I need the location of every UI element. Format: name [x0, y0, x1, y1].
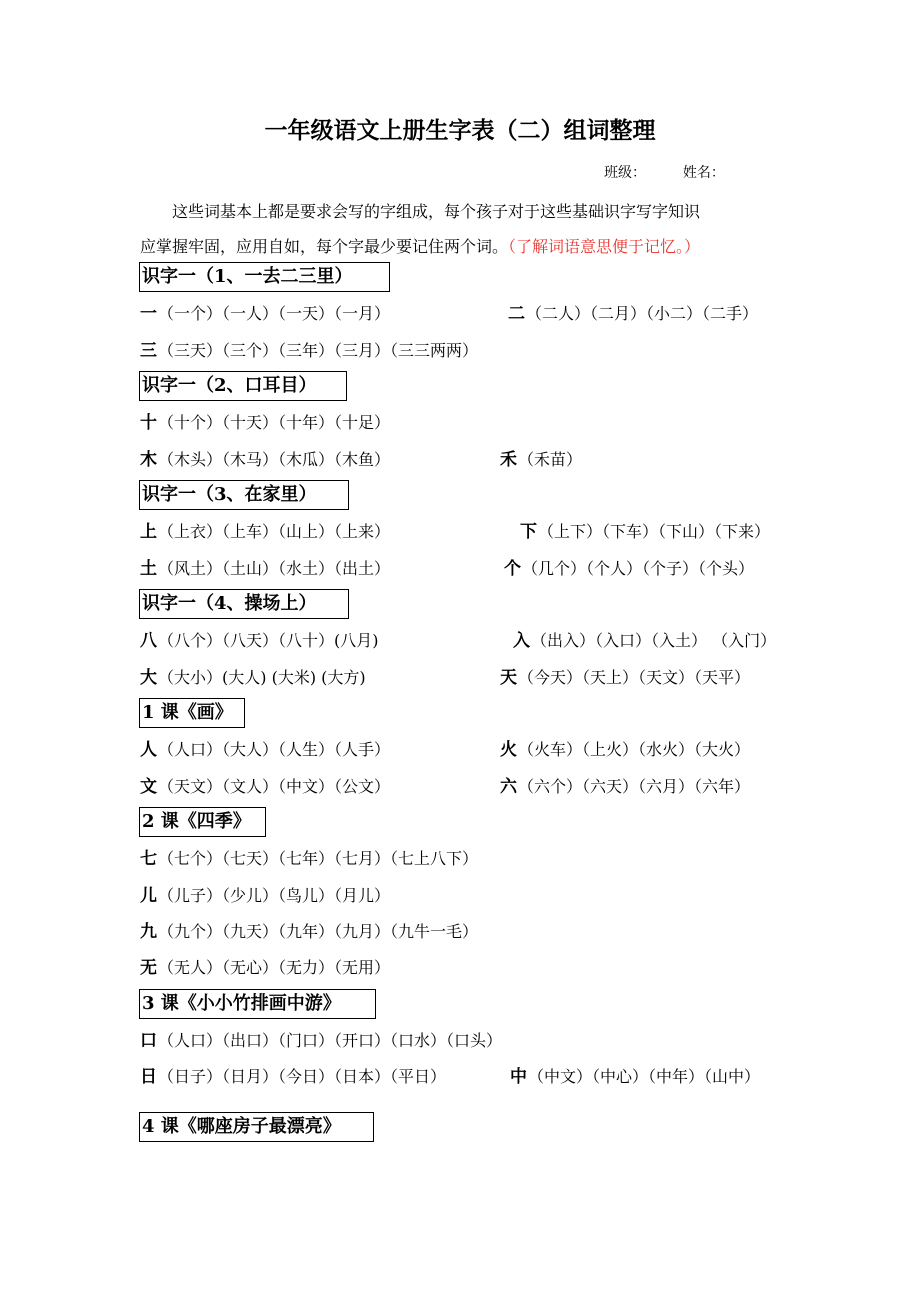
word-list: （儿子）（少儿）（鸟儿）（月儿）	[158, 886, 391, 905]
word-list: （今天）（天上）（天文）（天平）	[518, 668, 751, 687]
character: 一	[140, 304, 157, 324]
character: 儿	[140, 886, 157, 906]
character-entry	[510, 1065, 760, 1089]
page-title: 一年级语文上册生字表（二）组词整理	[264, 117, 656, 144]
section-heading: 识字一（2、口耳目）	[139, 371, 347, 401]
character: 八	[140, 631, 157, 651]
intro-line-2	[140, 229, 790, 264]
word-list: （一个）（一人）（一天）（一月）	[158, 304, 391, 323]
character-entry	[140, 302, 390, 326]
character-entry	[140, 775, 390, 799]
word-row	[140, 339, 820, 363]
word-row	[140, 448, 820, 472]
word-row	[140, 956, 820, 980]
character: 无	[140, 958, 157, 978]
word-row	[140, 847, 820, 871]
character-entry	[520, 520, 770, 544]
word-list: （无人）（无心）（无力）（无用）	[158, 958, 391, 977]
character-entry	[140, 339, 478, 363]
character-entry	[140, 738, 390, 762]
word-row	[140, 884, 820, 908]
word-row	[140, 1065, 820, 1089]
intro-paragraph	[140, 194, 790, 264]
character: 九	[140, 922, 157, 942]
character: 文	[140, 777, 157, 797]
character-entry	[140, 448, 390, 472]
character-entry	[140, 1029, 502, 1053]
character-entry	[500, 666, 750, 690]
word-row	[140, 520, 820, 544]
character: 三	[140, 341, 157, 361]
intro-line-1: 这些词基本上都是要求会写的字组成，每个孩子对于这些基础识字写字知识	[172, 202, 701, 221]
word-list: （几个）（个人）（个子）（个头）	[522, 559, 755, 578]
character: 大	[140, 668, 157, 688]
word-row	[140, 411, 820, 435]
character-entry	[140, 847, 478, 871]
word-list: （七个）（七天）（七年）（七月）（七上八下）	[158, 849, 479, 868]
character: 六	[500, 777, 517, 797]
character: 口	[140, 1031, 157, 1051]
word-list: （上衣）（上车）（山上）（上来）	[158, 522, 391, 541]
word-list: （人口）（出口）（门口）（开口）（口水）（口头）	[158, 1031, 503, 1050]
intro-memory-note: （了解词语意思便于记忆。）	[508, 237, 701, 256]
character-entry	[140, 520, 390, 544]
character: 火	[500, 740, 517, 760]
section-heading: 识字一（3、在家里）	[139, 480, 349, 510]
word-row	[140, 738, 820, 762]
character: 下	[520, 522, 537, 542]
word-list: （十个）（十天）（十年）（十足）	[158, 413, 391, 432]
character: 日	[140, 1067, 157, 1087]
word-row	[140, 1029, 820, 1053]
word-list: （日子）（日月）（今日）（日本）（平日）	[158, 1067, 447, 1086]
word-row	[140, 775, 820, 799]
character-entry	[140, 666, 366, 690]
word-list: （八个）（八天）（八十）(八月)	[158, 631, 379, 650]
word-list: （六个）（六天）（六月）（六年）	[518, 777, 751, 796]
word-list: （出入）（入口）（入土） （入门）	[531, 631, 777, 650]
character-entry	[140, 411, 390, 435]
word-list: （二人）（二月）（小二）（二手）	[526, 304, 759, 323]
word-list: （风土）（土山）（水土）（出土）	[158, 559, 391, 578]
character-entry	[140, 884, 390, 908]
character: 人	[140, 740, 157, 760]
character-entry	[513, 629, 776, 653]
character-entry	[140, 956, 390, 980]
name-label: 姓名：	[682, 165, 725, 181]
section-heading: 识字一（1、一去二三里）	[139, 262, 390, 292]
character-entry	[508, 302, 758, 326]
word-list: （三天）（三个）（三年）（三月）（三三两两）	[158, 341, 479, 360]
character-entry	[500, 775, 750, 799]
character: 中	[510, 1067, 527, 1087]
word-row	[140, 920, 820, 944]
character: 木	[140, 450, 157, 470]
character: 十	[140, 413, 157, 433]
character: 二	[508, 304, 525, 324]
class-label: 班级：	[604, 165, 646, 181]
word-list: （天文）（文人）（中文）（公文）	[158, 777, 391, 796]
word-list: （中文）（中心）（中年）（山中）	[528, 1067, 761, 1086]
character: 土	[140, 559, 157, 579]
word-list: （大小）(大人) (大米) (大方)	[158, 668, 366, 687]
word-row	[140, 302, 820, 326]
character-entry	[140, 920, 478, 944]
character-entry	[500, 448, 582, 472]
section-heading: 3 课《小小竹排画中游》	[139, 989, 376, 1019]
intro-line-2-text: 应掌握牢固，应用自如，每个字最少要记住两个词。	[140, 237, 509, 256]
section-heading: 2 课《四季》	[139, 807, 266, 837]
character-entry	[140, 629, 379, 653]
character: 入	[513, 631, 530, 651]
character-entry	[140, 557, 390, 581]
character: 天	[500, 668, 517, 688]
character: 七	[140, 849, 157, 869]
character-entry	[500, 738, 750, 762]
section-heading: 识字一（4、操场上）	[139, 589, 349, 619]
character: 上	[140, 522, 157, 542]
word-row	[140, 557, 820, 581]
character-entry	[140, 1065, 446, 1089]
word-list: （九个）（九天）（九年）（九月）（九牛一毛）	[158, 922, 479, 941]
word-list: （人口）（大人）（人生）（人手）	[158, 740, 391, 759]
character: 禾	[500, 450, 517, 470]
word-row	[140, 629, 820, 653]
class-name-line	[604, 162, 725, 182]
word-row	[140, 666, 820, 690]
word-list: （木头）（木马）（木瓜）（木鱼）	[158, 450, 391, 469]
word-list: （禾苗）	[518, 450, 583, 469]
character: 个	[504, 559, 521, 579]
section-heading: 4 课《哪座房子最漂亮》	[139, 1112, 374, 1142]
character-entry	[504, 557, 754, 581]
word-list: （上下）（下车）（下山）（下来）	[538, 522, 771, 541]
section-heading: 1 课《画》	[139, 698, 245, 728]
word-list: （火车）（上火）（水火）（大火）	[518, 740, 751, 759]
